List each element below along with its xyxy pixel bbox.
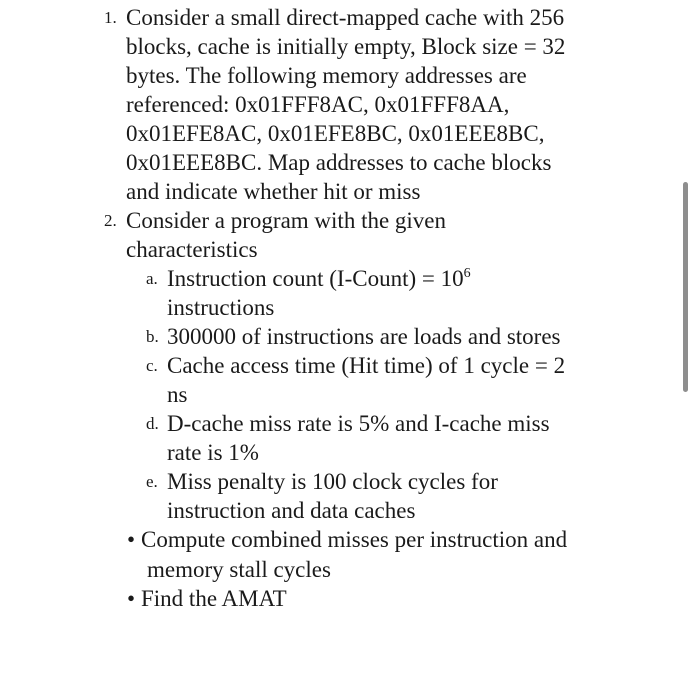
question-1-line-4: referenced: 0x01FFF8AC, 0x01FFF8AA, [126, 92, 510, 117]
task-2-line-1: Find the AMAT [141, 586, 287, 611]
characteristic-e-line-1: Miss penalty is 100 clock cycles for [167, 469, 498, 494]
question-1-line-5: 0x01EFE8AC, 0x01EFE8BC, 0x01EEE8BC, [126, 121, 545, 146]
characteristic-a-line-2: instructions [167, 295, 275, 320]
question-2-line-1: Consider a program with the given [126, 208, 447, 233]
characteristic-d-letter: d. [146, 414, 159, 433]
characteristic-c-line-1: Cache access time (Hit time) of 1 cycle = 2 [167, 353, 566, 378]
characteristic-c-line-2: ns [167, 382, 188, 407]
characteristic-c-letter: c. [146, 356, 158, 375]
task-1-bullet: • [127, 527, 136, 552]
characteristic-a-line-1 [167, 264, 471, 293]
task-2-bullet: • [127, 586, 136, 611]
characteristic-a-letter: a. [146, 269, 158, 288]
characteristic-b-letter: b. [146, 327, 159, 346]
characteristic-e-letter: e. [146, 472, 158, 491]
question-1-line-3: bytes. The following memory addresses are [126, 63, 527, 88]
question-2-line-2: characteristics [126, 237, 258, 262]
characteristic-e-line-2: instruction and data caches [167, 498, 416, 523]
characteristic-a-text: Instruction count (I-Count) = 10 [167, 266, 464, 291]
question-2-number: 2. [104, 211, 117, 230]
vertical-scrollbar[interactable] [683, 182, 688, 392]
question-1-number: 1. [104, 8, 117, 27]
question-1-line-6: 0x01EEE8BC. Map addresses to cache blocks [126, 150, 552, 175]
question-1-line-1: Consider a small direct-mapped cache with 256 [126, 5, 565, 30]
task-1-line-2: memory stall cycles [147, 557, 331, 582]
task-1-line-1: Compute combined misses per instruction and [141, 527, 568, 552]
characteristic-b-line-1: 300000 of instructions are loads and stores [167, 324, 561, 349]
characteristic-a-exponent: 6 [463, 266, 471, 281]
question-1-line-2: blocks, cache is initially empty, Block size = 32 [126, 34, 566, 59]
question-1-line-7: and indicate whether hit or miss [126, 179, 421, 204]
characteristic-d-line-2: rate is 1% [167, 440, 259, 465]
characteristic-d-line-1: D-cache miss rate is 5% and I-cache miss [167, 411, 550, 436]
